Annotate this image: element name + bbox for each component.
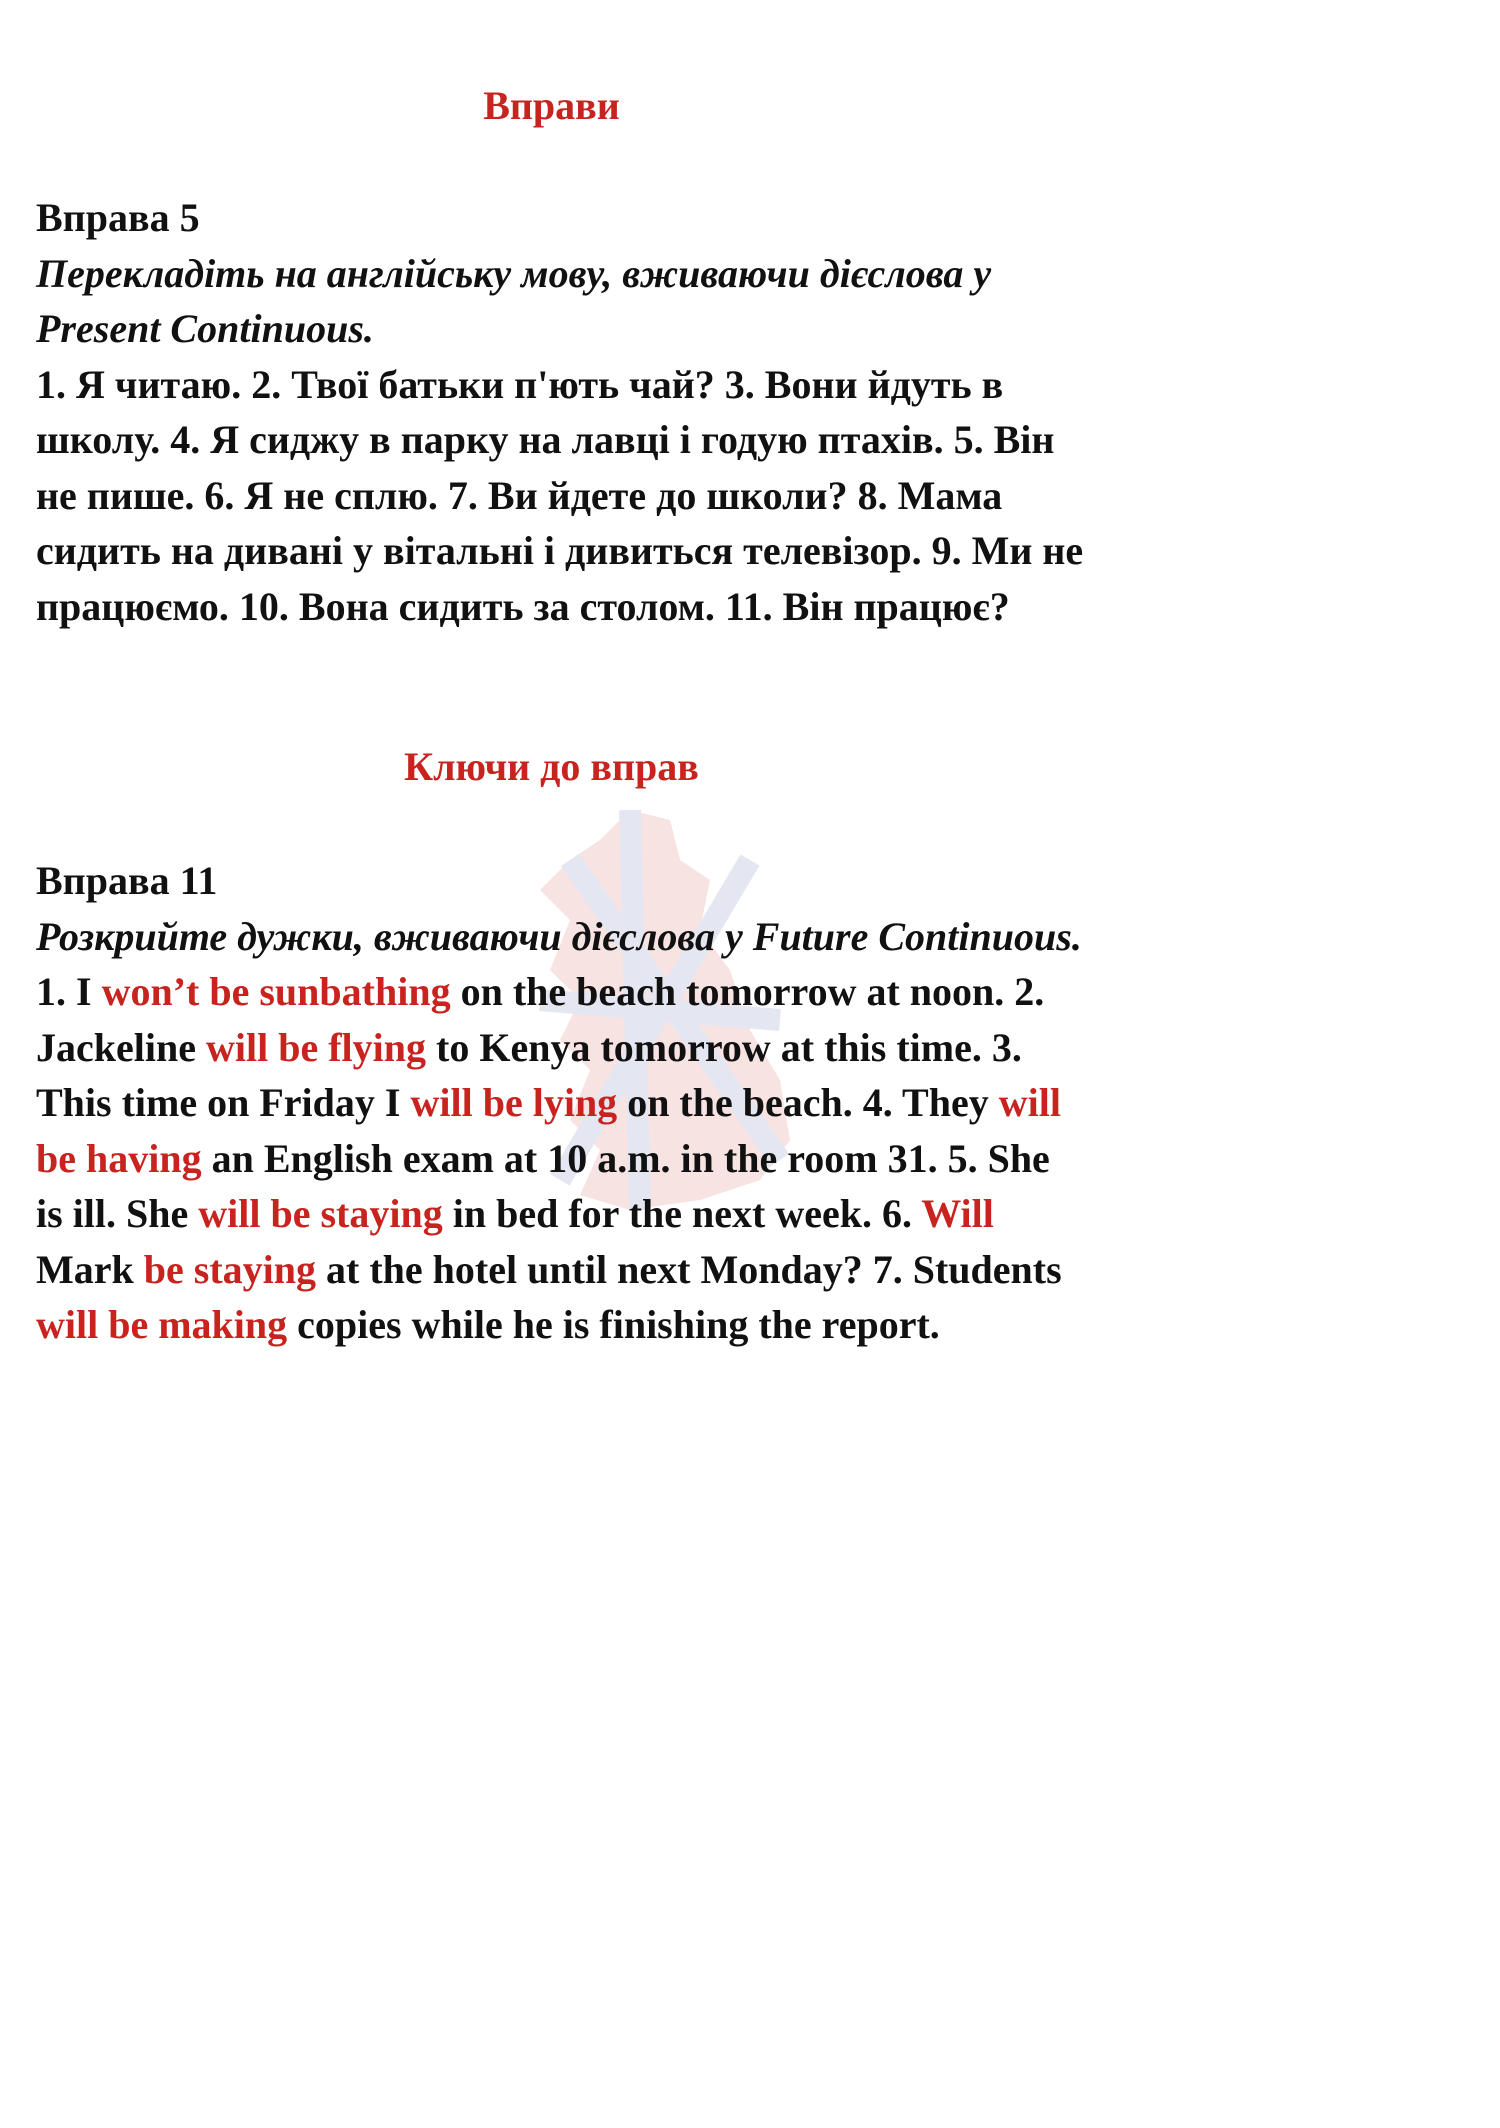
- exercise-5-block: [36, 190, 1086, 634]
- answer-verb: be staying: [143, 1246, 317, 1292]
- exercise-5-text: 1. Я читаю. 2. Твої батьки п'ють чай? 3. Вони йдуть в школу. 4. Я сиджу в парку на лавці і годую птахів. 5. Він не пише. 6. Я не сплю. 7. Ви йдете до школи? 8. Мама сидить на дивані у вітальні і дивиться телевізор. 9. Ми не працюємо. 10. Вона сидить за столом. 11. Він працює?: [36, 361, 1084, 629]
- answer-verb: will be having: [36, 1080, 1061, 1181]
- sentence-text: 1. I: [36, 969, 102, 1014]
- answer-verb: will be flying: [205, 1024, 427, 1070]
- sentence-text: Mark: [36, 1246, 144, 1292]
- answer-verb: will be lying: [410, 1080, 618, 1125]
- exercise-5-title: Вправа 5: [36, 195, 200, 240]
- sentence-text: to Kenya tomorrow at this time. 3. This time on Friday I: [36, 1024, 1022, 1125]
- sentence-text: on the beach. 4. They: [617, 1080, 999, 1125]
- keys-title: Ключи до вправ: [404, 744, 699, 789]
- answer-verb: will be making: [36, 1302, 288, 1347]
- exercise-5-instruction: Перекладіть на англійську мову, вживаючи дієслова у Present Continuous.: [36, 250, 992, 351]
- sentence-text: in bed for the next week. 6.: [442, 1191, 922, 1236]
- exercise-11-text: [36, 964, 1086, 1353]
- sentence-text: at the hotel until next Monday? 7. Students: [316, 1246, 1062, 1292]
- sentence-text: copies while he is finishing the report.: [287, 1302, 940, 1347]
- exercise-11-instruction: Розкрийте дужки, вживаючи дієслова у Future Continuous.: [36, 913, 1082, 959]
- answer-verb: Will: [921, 1191, 994, 1236]
- page-title: Вправи: [483, 83, 620, 128]
- answer-verb: won’t be sunbathing: [101, 969, 451, 1014]
- exercise-11-title: Вправа 11: [36, 858, 218, 903]
- sentence-text: an English exam at 10 a.m. in the room 31. 5. She is ill. She: [36, 1135, 1050, 1236]
- sentence-text: on the beach tomorrow at noon. 2. Jackeline: [36, 969, 1045, 1070]
- exercise-11-block: [36, 853, 1086, 1353]
- answer-verb: will be staying: [198, 1191, 443, 1236]
